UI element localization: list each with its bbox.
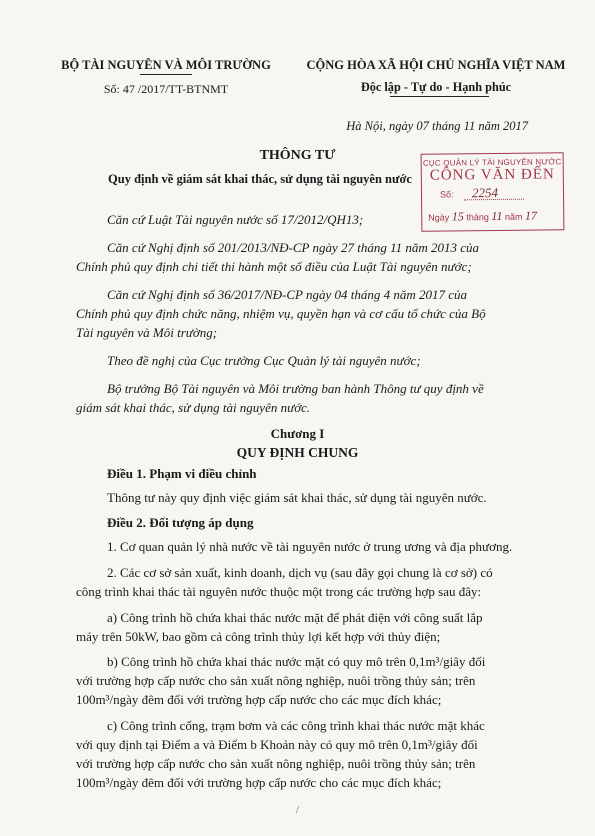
article-2-heading: Điều 2. Đối tượng áp dụng xyxy=(107,515,254,530)
preamble-line: giám sát khai thác, sử dụng tài nguyên nước. xyxy=(76,400,311,415)
preamble-line: Căn cứ Luật Tài nguyên nước số 17/2012/QH13; xyxy=(107,212,364,227)
page-footer-mark: / xyxy=(295,804,300,816)
article-2-line: 2. Các cơ sở sản xuất, kinh doanh, dịch vụ (sau đây gọi chung là cơ sở) có xyxy=(107,565,493,580)
preamble-line: Chính phủ quy định chi tiết thi hành một số điều của Luật Tài nguyên nước; xyxy=(76,259,472,274)
motto-underline xyxy=(390,96,489,97)
preamble-line: Chính phủ quy định chức năng, nhiệm vụ, quyền hạn và cơ cấu tổ chức của Bộ xyxy=(76,306,486,321)
national-motto: Độc lập - Tự do - Hạnh phúc xyxy=(360,80,512,94)
article-2-line: c) Công trình cống, trạm bơm và các công trình khai thác nước mặt khác xyxy=(107,718,485,733)
article-2-line: 100m³/ngày đêm đối với trường hợp cấp nước cho các mục đích khác; xyxy=(76,692,442,707)
stamp-date-prefix: Ngày xyxy=(428,212,450,223)
country-name: CỘNG HÒA XÃ HỘI CHỦ NGHĨA VIỆT NAM xyxy=(306,58,566,72)
article-1-heading: Điều 1. Phạm vi điều chỉnh xyxy=(107,466,257,481)
preamble-line: Căn cứ Nghị định số 36/2017/NĐ-CP ngày 04 tháng 4 năm 2017 của xyxy=(107,287,468,302)
issue-date: Hà Nội, ngày 07 tháng 11 năm 2017 xyxy=(346,119,528,133)
stamp-agency: CỤC QUẢN LÝ TÀI NGUYÊN NƯỚC xyxy=(422,157,562,168)
stamp-year: 17 xyxy=(524,208,538,223)
header-left xyxy=(38,58,294,97)
chapter-name: QUY ĐỊNH CHUNG xyxy=(236,445,359,460)
article-2-line: b) Công trình hồ chứa khai thác nước mặt có quy mô trên 0,1m³/giây đối xyxy=(107,654,486,669)
stamp-year-label: năm xyxy=(504,211,523,222)
article-2-line: công trình khai thác tài nguyên nước thuộc một trong các trường hợp sau đây: xyxy=(76,584,482,599)
preamble-line: Bộ trưởng Bộ Tài nguyên và Môi trường ban hành Thông tư quy định về xyxy=(107,381,484,396)
article-1-text: Thông tư này quy định việc giám sát khai thác, sử dụng tài nguyên nước. xyxy=(107,490,487,505)
article-2-line: với trường hợp cấp nước cho sản xuất nông nghiệp, nuôi trồng thủy sản; trên xyxy=(76,673,476,688)
stamp-month-label: tháng xyxy=(466,212,489,223)
preamble-line: Tài nguyên và Môi trường; xyxy=(76,325,218,340)
ministry-name: BỘ TÀI NGUYÊN VÀ MÔI TRƯỜNG xyxy=(61,58,271,72)
header-right xyxy=(286,58,586,95)
article-2-line: máy trên 50kW, bao gồm cả công trình thủy lợi kết hợp với thủy điện; xyxy=(76,629,441,644)
stamp-month: 11 xyxy=(491,208,503,224)
article-2-line: với quy định tại Điểm a và Điểm b Khoản này có quy mô trên 0,1m³/giây đối xyxy=(76,737,478,752)
document-title: THÔNG TƯ xyxy=(259,148,336,163)
chapter-label: Chương I xyxy=(270,426,325,441)
stamp-day: 15 xyxy=(451,209,464,224)
stamp-number-label: Số: xyxy=(439,189,454,200)
stamp-number-value: 2254 xyxy=(471,184,499,201)
document-subtitle: Quy định về giám sát khai thác, sử dụng tài nguyên nước xyxy=(108,172,412,186)
document-number: Số: 47 /2017/TT-BTNMT xyxy=(103,82,229,96)
ministry-underline xyxy=(140,74,192,75)
article-2-line: 100m³/ngày đêm đối với trường hợp cấp nước cho các mục đích khác; xyxy=(76,775,442,790)
stamp-date xyxy=(428,209,537,225)
stamp-label: CÔNG VĂN ĐẾN xyxy=(429,166,555,184)
preamble-line: Theo đề nghị của Cục trưởng Cục Quản lý tài nguyên nước; xyxy=(107,353,421,368)
preamble-line: Căn cứ Nghị định số 201/2013/NĐ-CP ngày 27 tháng 11 năm 2013 của xyxy=(107,240,480,255)
article-2-line: a) Công trình hồ chứa khai thác nước mặt để phát điện với công suất lắp xyxy=(107,610,483,625)
article-2-line: với trường hợp cấp nước cho sản xuất nông nghiệp, nuôi trồng thủy sản; trên xyxy=(76,756,476,771)
article-2-line: 1. Cơ quan quản lý nhà nước về tài nguyên nước ở trung ương và địa phương. xyxy=(107,539,513,554)
incoming-document-stamp xyxy=(421,152,565,231)
